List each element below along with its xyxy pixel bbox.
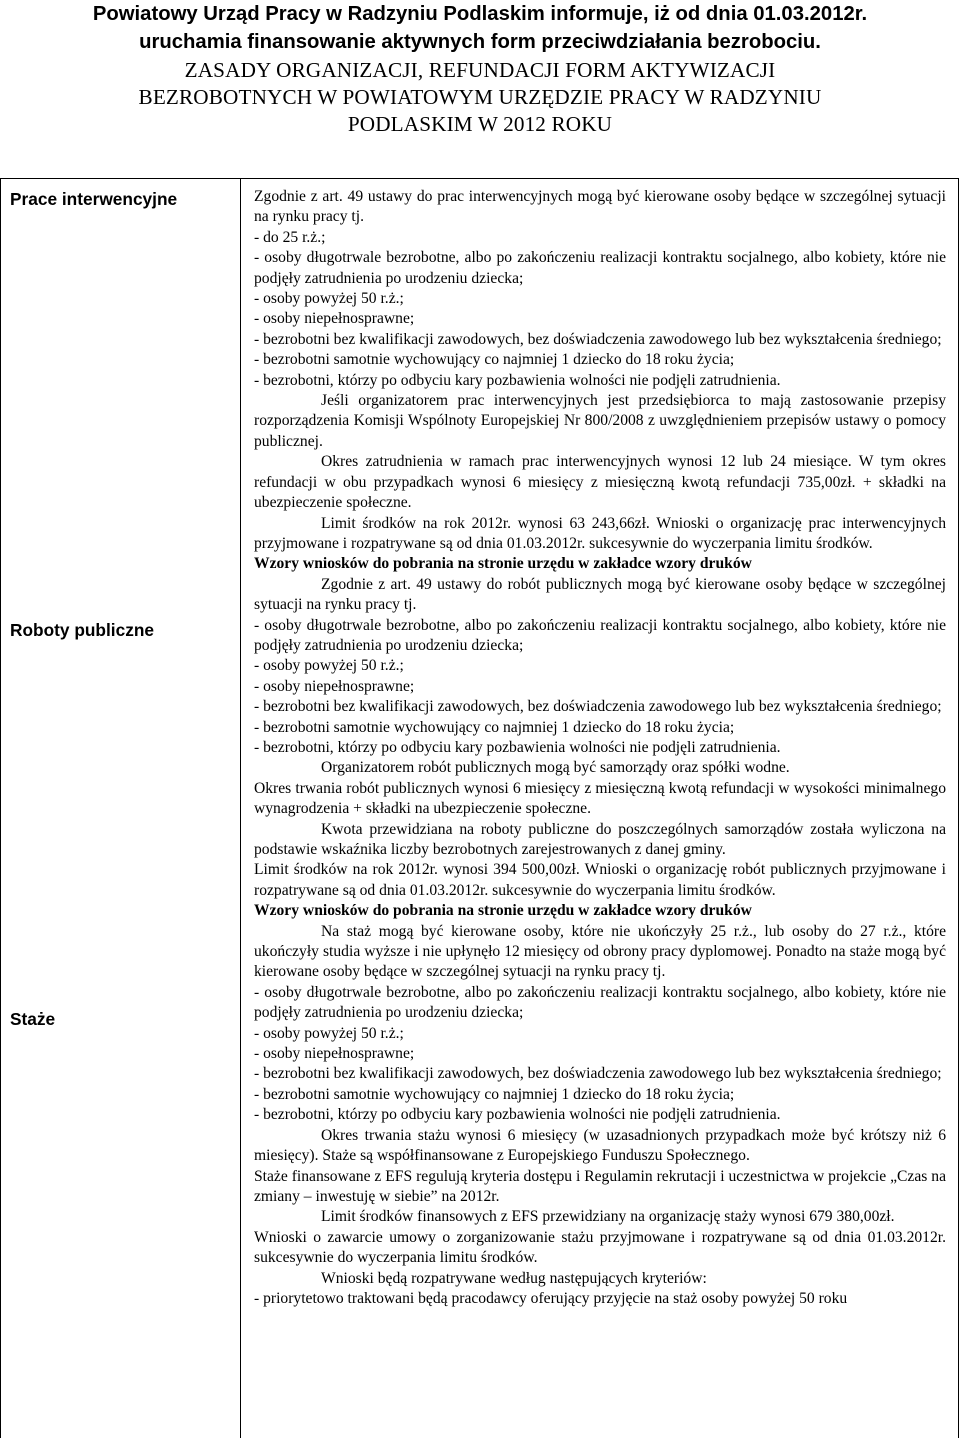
paragraph: Okres trwania stażu wynosi 6 miesięcy (w uzasadnionych przypadkach może być krótszy niż 6 miesięcy). Staże są współfinansowane z Europejskiego Funduszu Społecznego. — [254, 1126, 946, 1165]
document-body — [254, 187, 946, 1309]
paragraph: Kwota przewidziana na roboty publiczne do poszczególnych samorządów została wyliczona na podstawie wskaźnika liczby bezrobotnych zarejestrowanych z danej gminy. — [254, 820, 946, 858]
header-announcement-line-2: uruchamia finansowanie aktywnych form przeciwdziałania bezrobociu. — [139, 31, 821, 53]
forms-download-note: Wzory wniosków do pobrania na stronie urzędu w zakładce wzory druków — [254, 555, 752, 573]
header-title-line-1: ZASADY ORGANIZACJI, REFUNDACJI FORM AKTYWIZACJI — [184, 58, 776, 82]
list-item: - osoby długotrwale bezrobotne, albo po zakończeniu realizacji kontraktu socjalnego, albo kobiety, które nie podjęły zatrudnienia po urodzeniu dziecka; — [254, 249, 946, 287]
section-roboty-publiczne — [254, 575, 946, 922]
paragraph: Wnioski będą rozpatrywane według następujących kryteriów: — [321, 1269, 707, 1287]
paragraph: Limit środków finansowych z EFS przewidziany na organizację staży wynosi 679 380,00zł. — [321, 1208, 895, 1226]
list-item: - osoby powyżej 50 r.ż.; — [254, 657, 404, 675]
list-item: - osoby powyżej 50 r.ż.; — [254, 290, 404, 308]
header-title-line-3: PODLASKIM W 2012 ROKU — [347, 112, 613, 136]
list-item: - osoby długotrwale bezrobotne, albo po zakończeniu realizacji kontraktu socjalnego, albo kobiety, które nie podjęły zatrudnienia po urodzeniu dziecka; — [254, 616, 946, 654]
paragraph: Zgodnie z art. 49 ustawy do prac interwencyjnych mogą być kierowane osoby będące w szczególnej sytuacji na rynku pracy tj. — [254, 188, 946, 226]
section-staze — [254, 922, 946, 1310]
paragraph: Okres zatrudnienia w ramach prac interwencyjnych wynosi 12 lub 24 miesiące. W tym okres refundacji w obu przypadkach wynosi 6 miesięcy z miesięczną kwotą refundacji 735,00zł. + składki na ubezpieczenie społeczne. — [254, 453, 946, 512]
list-item: - osoby długotrwale bezrobotne, albo po zakończeniu realizacji kontraktu socjalnego, albo kobiety, które nie podjęły zatrudnienia po urodzeniu dziecka; — [254, 983, 946, 1022]
paragraph: Limit środków na rok 2012r. wynosi 63 243,66zł. Wnioski o organizację prac interwencyjnych przyjmowane i rozpatrywane są od dnia 01.03.2012r. sukcesywnie do wyczerpania limitu środków. — [254, 514, 946, 552]
section-label-staze: Staże — [10, 1009, 56, 1029]
list-item: - bezrobotni bez kwalifikacji zawodowych, bez doświadczenia zawodowego lub bez wykształcenia średniego; — [254, 1065, 942, 1083]
header-title-line-2: BEZROBOTNYCH W POWIATOWYM URZĘDZIE PRACY W RADZYNIU — [138, 85, 822, 109]
list-item: - bezrobotni samotnie wychowujący co najmniej 1 dziecko do 18 roku życia; — [254, 1085, 735, 1103]
list-item: - bezrobotni samotnie wychowujący co najmniej 1 dziecko do 18 roku życia; — [254, 718, 735, 736]
paragraph: Zgodnie z art. 49 ustawy do robót publicznych mogą być kierowane osoby będące w szczególnej sytuacji na rynku pracy tj. — [254, 575, 946, 614]
list-item: - osoby niepełnosprawne; — [254, 1045, 415, 1063]
paragraph: Na staż mogą być kierowane osoby, które nie ukończyły 25 r.ż., lub osoby do 27 r.ż., które ukończyły studia wyższe i nie upłynęło 12 miesięcy od obrony pracy dyplomowej. Ponadto na staże mogą być kierowane osoby będące w szczególnej sytuacji na rynku pracy tj. — [254, 922, 946, 981]
list-item: - osoby niepełnosprawne; — [254, 677, 415, 695]
paragraph: Okres trwania robót publicznych wynosi 6 miesięcy z miesięczną kwotą refundacji w wysokości minimalnego wynagrodzenia + składki na ubezpieczenie społeczne. — [254, 779, 946, 818]
table-top-border — [0, 178, 959, 179]
paragraph: Staże finansowane z EFS regulują kryteria dostępu i Regulamin rekrutacji i uczestnictwa w projekcie „Czas na zmiany – inwestuję w siebie” na 2012r. — [254, 1167, 946, 1205]
paragraph: Jeśli organizatorem prac interwencyjnych jest przedsiębiorca to mają zastosowanie przepisy rozporządzenia Komisji Wspólnoty Europejskiej Nr 800/2008 z uwzględnieniem przepisów ustawy o pomocy publicznej. — [254, 392, 946, 450]
section-label-prace-interwencyjne: Prace interwencyjne — [10, 189, 178, 209]
table-column-divider — [240, 178, 241, 1438]
list-item: - osoby powyżej 50 r.ż.; — [254, 1024, 404, 1042]
section-label-roboty-publiczne: Roboty publiczne — [10, 620, 155, 640]
list-item: - bezrobotni, którzy po odbyciu kary pozbawienia wolności nie podjęli zatrudnienia. — [254, 371, 781, 389]
list-item: - bezrobotni samotnie wychowujący co najmniej 1 dziecko do 18 roku życia; — [254, 351, 735, 369]
section-prace-interwencyjne — [254, 187, 946, 575]
list-item: - bezrobotni bez kwalifikacji zawodowych, bez doświadczenia zawodowego lub bez wykształcenia średniego; — [254, 698, 942, 716]
paragraph: Organizatorem robót publicznych mogą być samorządy oraz spółki wodne. — [321, 759, 790, 777]
list-item: - bezrobotni, którzy po odbyciu kary pozbawienia wolności nie podjęli zatrudnienia. — [254, 1106, 781, 1124]
list-item: - bezrobotni, którzy po odbyciu kary pozbawienia wolności nie podjęli zatrudnienia. — [254, 738, 781, 756]
document-header — [0, 0, 960, 138]
table-left-border — [0, 178, 1, 1438]
list-item: - do 25 r.ż.; — [254, 228, 326, 246]
forms-download-note: Wzory wniosków do pobrania na stronie urzędu w zakładce wzory druków — [254, 902, 752, 920]
header-announcement-line-1: Powiatowy Urząd Pracy w Radzyniu Podlaskim informuje, iż od dnia 01.03.2012r. — [92, 3, 868, 25]
list-item: - priorytetowo traktowani będą pracodawcy oferujący przyjęcie na staż osoby powyżej 50 roku — [254, 1289, 848, 1307]
paragraph: Limit środków na rok 2012r. wynosi 394 500,00zł. Wnioski o organizację robót publicznych przyjmowane i rozpatrywane są od dnia 01.03.2012r. sukcesywnie do wyczerpania limitu środków. — [254, 861, 946, 899]
table-right-border — [958, 178, 959, 1438]
paragraph: Wnioski o zawarcie umowy o zorganizowanie stażu przyjmowane i rozpatrywane są od dnia 01.03.2012r. sukcesywnie do wyczerpania limitu środków. — [254, 1228, 946, 1267]
list-item: - bezrobotni bez kwalifikacji zawodowych, bez doświadczenia zawodowego lub bez wykształcenia średniego; — [254, 330, 942, 348]
list-item: - osoby niepełnosprawne; — [254, 310, 415, 328]
